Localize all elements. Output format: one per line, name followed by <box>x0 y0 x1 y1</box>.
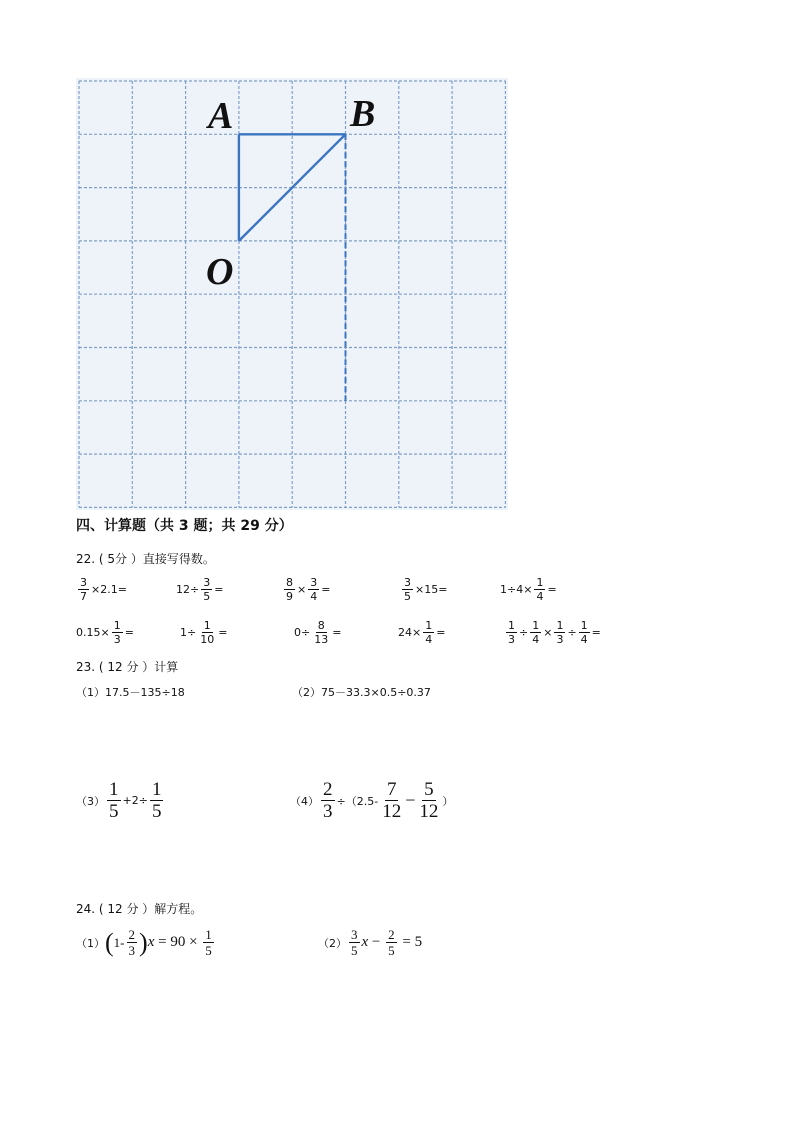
q22-item-8: 0÷ $\frac{8}{13}$ = <box>294 619 342 646</box>
q22-item-5: 1÷4× $\frac{1}{4}$ = <box>500 576 557 603</box>
q22-item-10: $\frac{1}{3}$ ÷ $\frac{1}{4}$ × $\frac{1}{3}$ ÷ $\frac{1}{4}$ = <box>508 619 601 646</box>
q22-title: 22. ( 5分 ）直接写得数。 <box>76 552 215 566</box>
q23-title: 23. ( 12 分 ）计算 <box>76 660 179 674</box>
label-b: B <box>350 93 376 135</box>
q23-part-4: （4） $\frac{2}{3}$ ÷（2.5- $\frac{7}{12}$ − $\frac{5}{12}$ ） <box>290 779 454 822</box>
q23-part-2: （2）75－33.3×0.5÷0.37 <box>292 686 431 699</box>
grid-figure <box>76 78 508 510</box>
q23-part-3: （3） $\frac{1}{5}$ +2÷ $\frac{1}{5}$ <box>76 779 162 822</box>
grid-svg <box>76 78 508 510</box>
q22-item-7: 1÷ $\frac{1}{10}$ = <box>180 619 228 646</box>
q24-part-1: （1） ( 1- $\frac{2}{3}$ ) x = 90 × $\frac{1}{5}$ <box>76 927 212 958</box>
q22-item-4: $\frac{3}{5}$ ×15= <box>404 576 448 603</box>
section-title: 四、计算题（共 3 题；共 29 分） <box>76 518 293 534</box>
label-a: A <box>208 95 234 137</box>
q24-title: 24. ( 12 分 ）解方程。 <box>76 902 203 916</box>
q23-part-1: （1）17.5－135÷18 <box>76 686 185 699</box>
q22-item-2: 12÷ $\frac{3}{5}$ = <box>176 576 224 603</box>
label-o: O <box>206 251 234 293</box>
q22-item-1: $\frac{3}{7}$ ×2.1= <box>80 576 127 603</box>
q24-part-2: （2） $\frac{3}{5}$ x − $\frac{2}{5}$ = 5 <box>318 927 423 958</box>
q22-item-6: 0.15× $\frac{1}{3}$ = <box>76 619 134 646</box>
q22-item-3: $\frac{8}{9}$ × $\frac{3}{4}$ = <box>286 576 331 603</box>
q22-item-9: 24× $\frac{1}{4}$ = <box>398 619 446 646</box>
